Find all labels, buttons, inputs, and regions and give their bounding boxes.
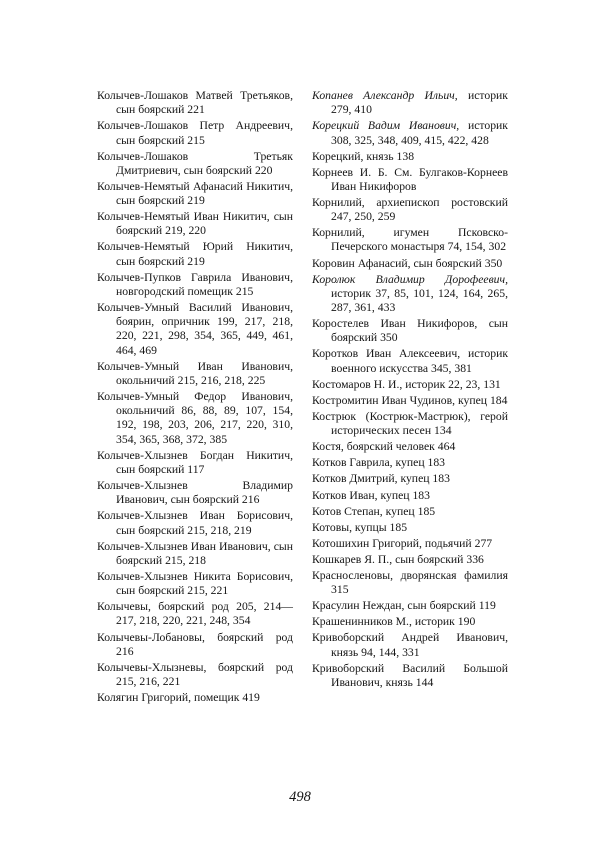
entry-name: Коростелев Иван Никифоров,	[312, 317, 478, 331]
index-entry	[312, 196, 508, 224]
entry-name: Кривоборский Василий Большой Иванович,	[312, 661, 508, 689]
entry-name: Колычев-Немятый Иван Никитич,	[97, 210, 270, 224]
index-entry	[97, 240, 293, 268]
index-entry	[97, 540, 293, 568]
entry-details: подьячий 277	[424, 536, 493, 550]
entry-details: боярский род 216	[116, 630, 293, 658]
index-entry	[97, 89, 293, 117]
entry-details: князь 94, 144, 331	[331, 645, 420, 659]
index-entry	[312, 553, 508, 567]
entry-name: Котков Дмитрий,	[312, 472, 398, 486]
entry-name: Колычев-Немятый Афанасий	[97, 179, 243, 193]
entry-name: Копанев Александр Ильич,	[312, 89, 458, 102]
entry-name: Корецкий,	[312, 149, 364, 163]
entry-details: герой исторических песен 134	[331, 409, 509, 438]
entry-name: Котков Гаврила,	[312, 456, 393, 470]
entry-name: Красносленовы,	[312, 569, 394, 582]
entry-details: купец 183	[395, 456, 446, 470]
entry-details: боярский род 205, 214—217, 218, 220, 221, 248, 354	[116, 600, 293, 628]
entry-name: Корнеев И. Б.	[312, 165, 388, 179]
entry-details: сын боярский 215, 218	[116, 539, 293, 567]
index-entry	[312, 378, 508, 392]
entry-name: Колычев-Хлызнев Иван Борисович,	[97, 509, 293, 523]
entry-details: купец 185	[385, 504, 436, 518]
entry-name: Колычев-Пупков Гаврила Иванович,	[97, 270, 293, 284]
index-entry	[97, 360, 293, 388]
entry-name: Котков Иван,	[312, 488, 378, 502]
entry-name: Красулин Неждан,	[312, 599, 405, 613]
index-entry	[312, 347, 508, 375]
entry-details: князь 138	[366, 149, 415, 163]
index-entry	[97, 661, 293, 689]
index-entry	[312, 505, 508, 519]
index-column-left	[97, 89, 293, 707]
entry-name: Колычев-Умный Василий Иванович,	[97, 301, 293, 315]
entry-details: помещик 419	[194, 691, 260, 705]
entry-name: Колычев-Хлызнев Богдан Никитич,	[97, 448, 293, 462]
entry-details: сын боярский 336	[395, 552, 484, 566]
index-entry	[312, 440, 508, 454]
entry-name: Колычевы,	[97, 600, 151, 614]
entry-details: сын боярский 119	[407, 599, 496, 613]
entry-name: Костромитин Иван Чудинов,	[312, 393, 456, 407]
index-column-right	[312, 89, 508, 692]
entry-details: боярский род 215, 216, 221	[116, 660, 293, 689]
entry-name: Котошихин Григорий,	[312, 536, 422, 550]
entry-name: Кошкарев Я. П.,	[312, 552, 393, 566]
entry-details: купцы 185	[354, 520, 408, 534]
entry-details: См. Булгаков-Корнеев Иван Никифоров	[331, 165, 508, 193]
entry-details: купец 183	[380, 488, 430, 502]
index-entry	[312, 119, 508, 147]
entry-name: Королюк Владимир Дорофеевич,	[312, 272, 508, 286]
entry-name: Корнилий,	[312, 195, 365, 209]
index-entry	[312, 317, 508, 345]
index-entry	[312, 569, 508, 597]
index-entry	[97, 390, 293, 447]
index-entry	[312, 257, 508, 271]
entry-details: историк 22, 23, 131	[405, 377, 501, 391]
entry-name: Колычев-Лошаков Матвей	[97, 89, 233, 102]
index-entry	[312, 489, 508, 503]
entry-name: Колычевы-Лобановы,	[97, 630, 205, 644]
index-entry	[97, 631, 293, 659]
index-entry	[312, 472, 508, 486]
entry-name: Коровин Афанасий,	[312, 256, 411, 270]
entry-details: князь 144	[385, 675, 434, 689]
index-entry	[97, 301, 293, 358]
entry-details: окольничий 86, 88, 89, 107, 154, 192, 198, 203, 206, 217, 220, 310, 354, 365, 368, 372, 385	[116, 404, 293, 446]
index-entry	[312, 226, 508, 254]
entry-details: окольничий 215, 216, 218, 225	[116, 373, 266, 387]
index-entry	[312, 615, 508, 629]
entry-name: Колычев-Хлызнев Иван Иванович,	[97, 539, 271, 553]
entry-name: Корнилий,	[312, 226, 365, 240]
entry-details: историк 190	[414, 615, 476, 629]
entry-details: историк 308, 325, 348, 409, 415, 422, 428	[331, 119, 508, 147]
entry-details: дворянская фамилия 315	[331, 569, 508, 597]
index-entry	[312, 89, 508, 117]
entry-details: Третьяков, сын боярский 221	[116, 89, 293, 117]
entry-details: архиепископ ростовский 247, 250, 259	[331, 195, 508, 224]
entry-details: сын боярский 117	[116, 462, 205, 476]
index-entry	[97, 509, 293, 537]
entry-details: сын боярский 215	[116, 133, 205, 147]
entry-details: историк 279, 410	[331, 89, 508, 117]
index-entry	[312, 599, 508, 613]
entry-name: Коротков Иван Алексеевич,	[312, 347, 461, 361]
entry-details: Дмитриевич, сын боярский 220	[116, 163, 273, 177]
index-entry	[97, 691, 293, 705]
entry-name: Кострюк (Кострюк-Мастрюк),	[312, 409, 471, 423]
index-entry	[312, 273, 508, 316]
entry-details: боярский человек 464	[346, 440, 456, 454]
entry-name: Котовы,	[312, 520, 352, 534]
index-entry	[312, 410, 508, 438]
index-entry	[312, 631, 508, 659]
index-entry	[312, 521, 508, 535]
entry-details: историк военного искусства 345, 381	[331, 347, 509, 375]
entry-name: Колычевы-Хлызневы,	[97, 660, 207, 674]
entry-details: игумен Псковско-Печерского монастыря 74, 154, 302	[331, 226, 508, 254]
index-entry	[97, 180, 293, 208]
entry-name: Колычев-Умный Федор Иванович,	[97, 390, 293, 404]
entry-details: сын боярский 215, 221	[116, 584, 229, 598]
index-entry	[97, 210, 293, 238]
index-entry	[312, 166, 508, 194]
entry-name: Колычев-Умный Иван Иванович,	[97, 359, 293, 373]
index-entry	[97, 449, 293, 477]
entry-name: Костя,	[312, 440, 344, 454]
page-number: 498	[289, 789, 311, 805]
index-entry	[97, 119, 293, 147]
entry-details: историк 37, 85, 101, 124, 164, 265, 287, 361, 433	[331, 286, 508, 315]
entry-name: Колычев-Лошаков Петр Андреевич,	[97, 119, 293, 133]
entry-name: Колычев-Лошаков Третьяк	[97, 149, 293, 163]
entry-details: купец 183	[400, 472, 450, 486]
entry-name: Кривоборский Андрей Иванович,	[312, 631, 508, 645]
index-entry	[312, 662, 508, 690]
entry-details: новгородский помещик 215	[116, 284, 254, 298]
index-entry	[97, 479, 293, 507]
entry-details: Иванович, сын боярский 216	[116, 493, 260, 507]
index-entry	[97, 570, 293, 598]
entry-details: сын боярский 219	[116, 254, 205, 268]
entry-name: Колычев-Немятый Юрий Никитич,	[97, 240, 293, 254]
entry-name: Корецкий Вадим Иванович,	[312, 119, 460, 133]
index-entry	[97, 150, 293, 178]
entry-details: сын боярский 215, 218, 219	[116, 523, 252, 537]
entry-name: Колычев-Хлызнев Никита Борисович,	[97, 569, 293, 583]
index-entry	[312, 394, 508, 408]
entry-details: сын боярский 350	[331, 317, 508, 345]
index-entry	[312, 456, 508, 470]
entry-details: боярин, опричник 199, 217, 218, 220, 221, 298, 354, 365, 449, 461, 464, 469	[116, 315, 293, 357]
index-entry	[312, 150, 508, 164]
entry-details: Никитич, сын боярский 219	[116, 179, 293, 208]
index-entry	[97, 600, 293, 628]
entry-details: сын боярский 350	[413, 256, 503, 270]
entry-name: Котов Степан,	[312, 504, 383, 518]
entry-name: Колягин Григорий,	[97, 691, 192, 705]
entry-details: купец 184	[457, 393, 508, 407]
index-entry	[312, 537, 508, 551]
entry-name: Костомаров Н. И.,	[312, 377, 403, 391]
index-entry	[97, 271, 293, 299]
entry-name: Крашенинников М.,	[312, 615, 412, 629]
entry-name: Колычев-Хлызнев Владимир	[97, 479, 293, 493]
entry-details: сын боярский 219, 220	[116, 210, 294, 238]
